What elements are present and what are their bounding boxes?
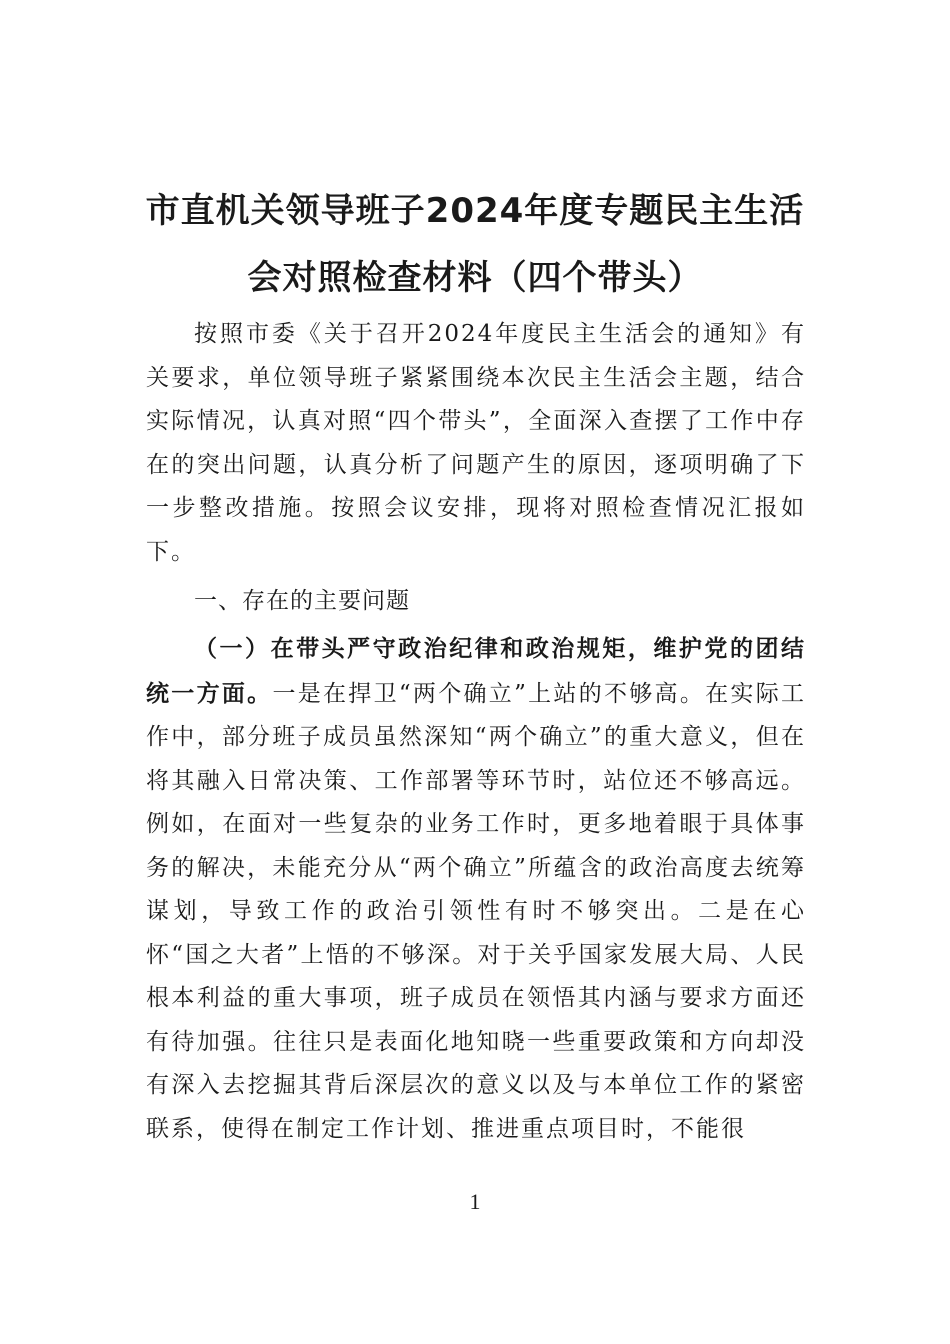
- document-title-line-2: 会对照检查材料（四个带头）: [247, 258, 703, 298]
- document-title-line-1: 市直机关领导班子2024年度专题民主生活: [145, 191, 805, 231]
- intro-paragraph: 按照市委《关于召开2024年度民主生活会的通知》有关要求，单位领导班子紧紧围绕本次民主生活会主题，结合实际情况，认真对照“四个带头”，全面深入查摆了工作中存在的突出问题，认真分析了问题产生的原因，逐项明确了下一步整改措施。按照会议安排，现将对照检查情况汇报如下。: [146, 321, 806, 565]
- subsection-body-1: 一是在捍卫“两个确立”上站的不够高。在实际工作中，部分班子成员虽然深知“两个确立”的重大意义，但在将其融入日常决策、工作部署等环节时，站位还不够高远。例如，在面对一些复杂的业务工作时，更多地着眼于具体事务的解决，未能充分从“两个确立”所蕴含的政治高度去统筹谋划，导致工作的政治引领性有时不够突出。二是在心怀“国之大者”上悟的不够深。对于关乎国家发展大局、人民根本利益的重大事项，班子成员在领悟其内涵与要求方面还有待加强。往往只是表面化地知晓一些重要政策和方向却没有深入去挖掘其背后深层次的意义以及与本单位工作的紧密联系，使得在制定工作计划、推进重点项目时，不能很: [146, 680, 806, 1142]
- page-number: 1: [469, 1189, 481, 1214]
- section-heading-main-problems: 一、存在的主要问题: [194, 588, 410, 614]
- subsection-paragraph-1: [146, 627, 806, 1151]
- subsection-heading-1: （一）在带头严守政治纪律和政治规矩，维护党的团结统一方面。: [146, 635, 806, 707]
